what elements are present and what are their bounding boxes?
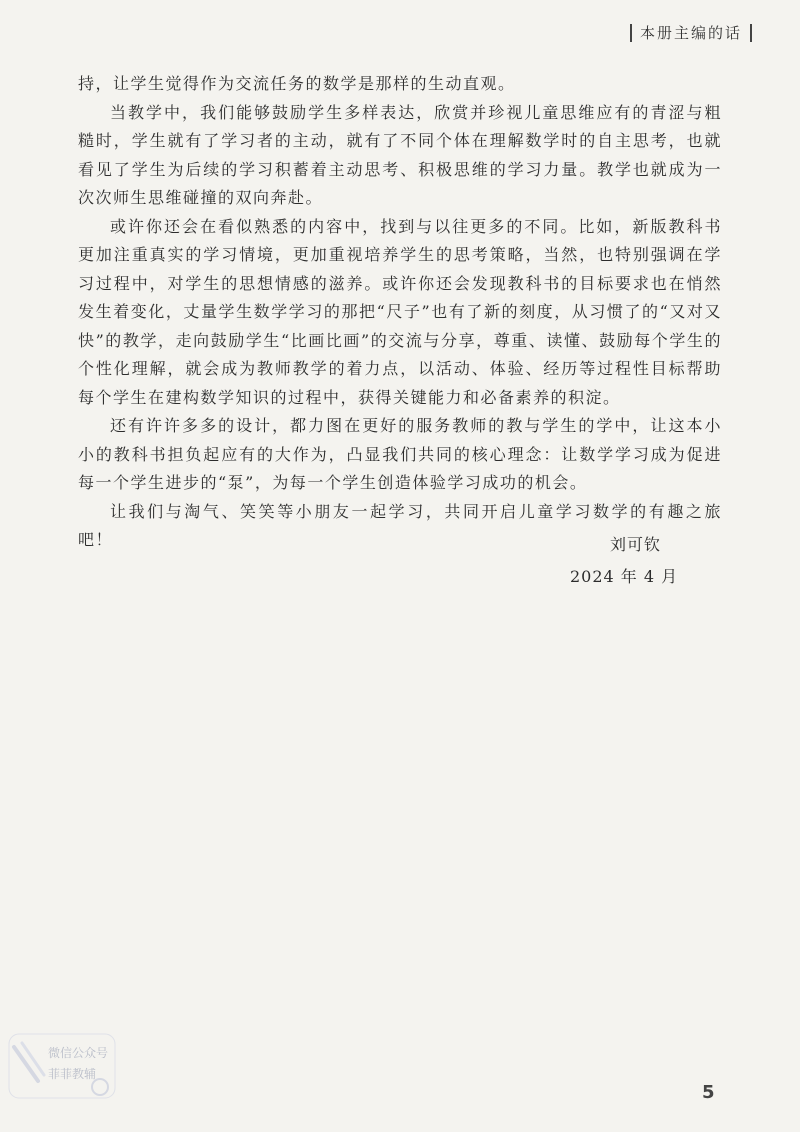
running-head — [622, 22, 760, 43]
signature-block — [560, 530, 678, 592]
running-head-right-bar — [750, 24, 752, 42]
paragraph: 当教学中，我们能够鼓励学生多样表达，欣赏并珍视儿童思维应有的青涩与粗糙时，学生就有了学习者的主动，就有了不同个体在理解数学时的自主思考，也就看见了学生为后续的学习积蓄着主动思考、积极思维的学习力量。教学也就成为一次次师生思维碰撞的双向奔赴。 — [78, 102, 722, 207]
paragraph: 或许你还会在看似熟悉的内容中，找到与以往更多的不同。比如，新版教科书更加注重真实的学习情境，更加重视培养学生的思考策略，当然，也特别强调在学习过程中，对学生的思想情感的滋养。或许你还会发现教科书的目标要求也在悄然发生着变化，丈量学生数学学习的那把“尺子”也有了新的刻度，从习惯了的“又对又快”的教学，走向鼓励学生“比画比画”的交流与分享，尊重、读懂、鼓励每个学生的个性化理解，就会成为教师教学的着力点，以活动、体验、经历等过程性目标帮助每个学生在建构数学知识的过程中，获得关键能力和必备素养的积淀。 — [78, 216, 722, 407]
paragraph: 持，让学生觉得作为交流任务的数学是那样的生动直观。 — [78, 74, 516, 93]
watermark-line-1: 微信公众号 — [48, 1046, 109, 1060]
watermark — [8, 1033, 116, 1099]
signature-date: 2024 年 4 月 — [570, 567, 679, 586]
page-number: 5 — [702, 1082, 715, 1103]
running-head-left-bar — [630, 24, 632, 42]
paragraph: 还有许许多多的设计，都力图在更好的服务教师的教与学生的学中，让这本小小的教科书担负起应有的大作为，凸显我们共同的核心理念：让数学学习成为促进每一个学生进步的“泵”，为每一个学生创造体验学习成功的机会。 — [78, 416, 722, 492]
watermark-line-2: 菲菲教辅 — [48, 1067, 97, 1081]
body-text — [78, 70, 722, 555]
paragraph: 让我们与淘气、笑笑等小朋友一起学习，共同开启儿童学习数学的有趣之旅吧！ — [78, 501, 722, 549]
running-head-title: 本册主编的话 — [639, 24, 742, 42]
author-name: 刘可钦 — [610, 535, 662, 554]
